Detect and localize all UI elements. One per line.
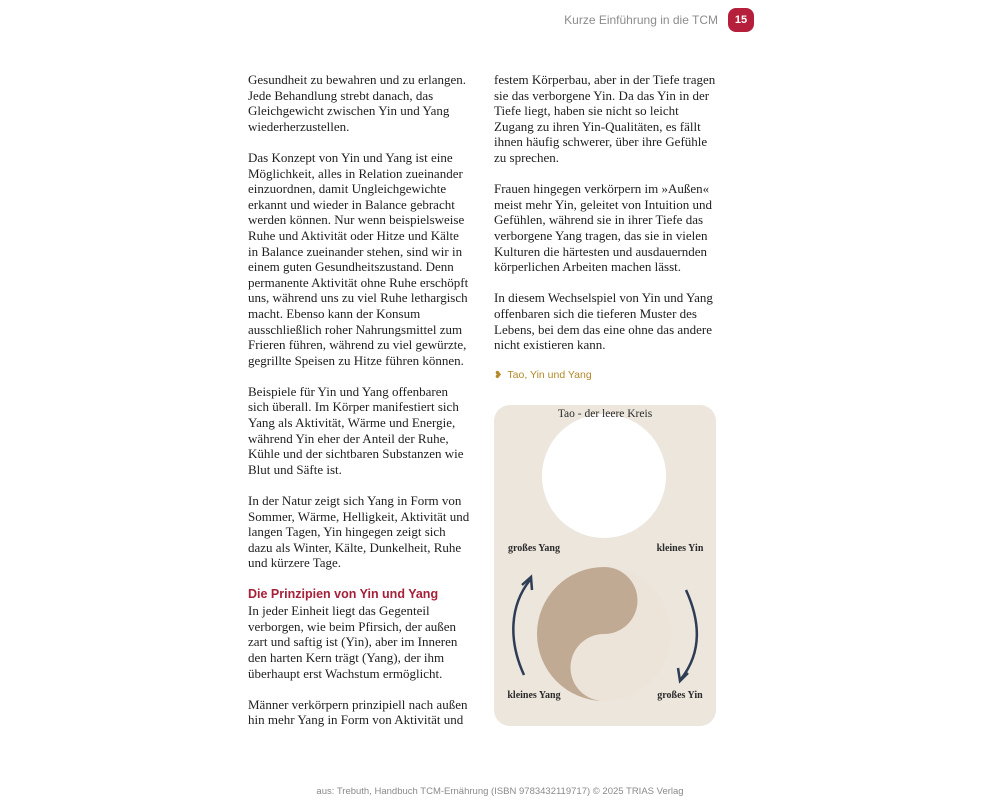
paragraph: festem Körperbau, aber in der Tiefe tragen sie das verborgene Yin. Da das Yin in der Tiefe liegt, haben sie nicht so leicht Zugang zu ihren Yin-Qualitäten, es fällt ihnen häufig schwerer, über ihre Gefühle zu sprechen. xyxy=(494,72,716,165)
empty-circle xyxy=(542,414,666,538)
label-great-yang: großes Yang xyxy=(508,543,560,554)
yang-dot xyxy=(594,590,614,610)
figure-caption xyxy=(494,368,716,384)
section-heading: Die Prinzipien von Yin und Yang xyxy=(248,586,439,601)
paragraph: Männer verkörpern prinzipiell nach außen hin mehr Yang in Form von Aktivität und xyxy=(248,696,468,728)
yin-yang-figure xyxy=(494,405,716,726)
arrow-up-curve xyxy=(513,580,530,675)
copyright-footer: aus: Trebuth, Handbuch TCM-Ernährung (ISBN 9783432119717) © 2025 TRIAS Verlag xyxy=(316,786,684,797)
yin-dot xyxy=(594,657,614,677)
arrow-down-curve xyxy=(681,590,697,679)
paragraph: Frauen hingegen verkörpern im »Außen« meist mehr Yin, geleitet von Intuition und Gefühlen, während sie in ihrer Tiefe das verborgene Yang tragen, das sie in vielen Kulturen die härtesten und ausdauernden körperlichen Arbeiten machen lässt. xyxy=(494,181,712,275)
left-column xyxy=(248,72,470,744)
yin-yang-illustration xyxy=(494,405,716,726)
figure-caption-text: Tao, Yin und Yang xyxy=(507,369,592,382)
right-column xyxy=(494,72,716,384)
chapter-title: Kurze Einführung in die TCM xyxy=(564,13,718,27)
paragraph: In jeder Einheit liegt das Gegenteil verborgen, wie beim Pfirsich, der außen zart und saftig ist (Yin), aber im Inneren den harten Kern trägt (Yang), der ihm überhaupt erst Wachstum ermöglicht. xyxy=(248,603,458,681)
page-number-badge: 15 xyxy=(728,8,754,32)
figure-title: Tao - der leere Kreis xyxy=(557,408,653,420)
label-small-yang: kleines Yang xyxy=(507,690,561,701)
paragraph: Beispiele für Yin und Yang offenbaren sich überall. Im Körper manifestiert sich Yang als Aktivität, Wärme und Energie, während Yin eher der Anteil der Ruhe, Kühle und der sichtbaren Substanzen wie Blut und Säfte ist. xyxy=(248,383,464,477)
paragraph: In diesem Wechselspiel von Yin und Yang offenbaren sich die tieferen Muster des Lebens, bei dem das eine ohne das andere nicht existieren kann. xyxy=(494,290,713,353)
label-great-yin: großes Yin xyxy=(657,690,703,701)
label-small-yin: kleines Yin xyxy=(656,543,704,554)
down-arrow-icon: ❥ xyxy=(494,370,503,382)
running-header xyxy=(560,9,754,31)
paragraph: Das Konzept von Yin und Yang ist eine Möglichkeit, alles in Relation zueinander einzuordnen, damit Ungleichgewichte erkannt und wieder in Balance gebracht werden können. Nur wenn beispielsweise Ruhe und Aktivität oder Hitze und Kälte in Balance zueinander stehen, sind wir in einem guten Gesundheitszustand. Denn permanente Aktivität ohne Ruhe erschöpft uns, während uns zu viel Ruhe lethargisch macht. Ebenso kann der Konsum ausschließlich roher Nahrungsmittel zum Frieren führen, während zu viel gewürzte, gegrillte Speisen zu Hitze führen können. xyxy=(248,149,469,368)
paragraph: Gesundheit zu bewahren und zu erlangen. Jede Behandlung strebt danach, das Gleichgewicht zwischen Yin und Yang wiederherzustellen. xyxy=(248,72,467,134)
paragraph: In der Natur zeigt sich Yang in Form von Sommer, Wärme, Helligkeit, Aktivität und langen Tagen, Yin hingegen zeigt sich dazu als Winter, Kälte, Dunkelheit, Ruhe und kürzere Tage. xyxy=(248,493,470,571)
